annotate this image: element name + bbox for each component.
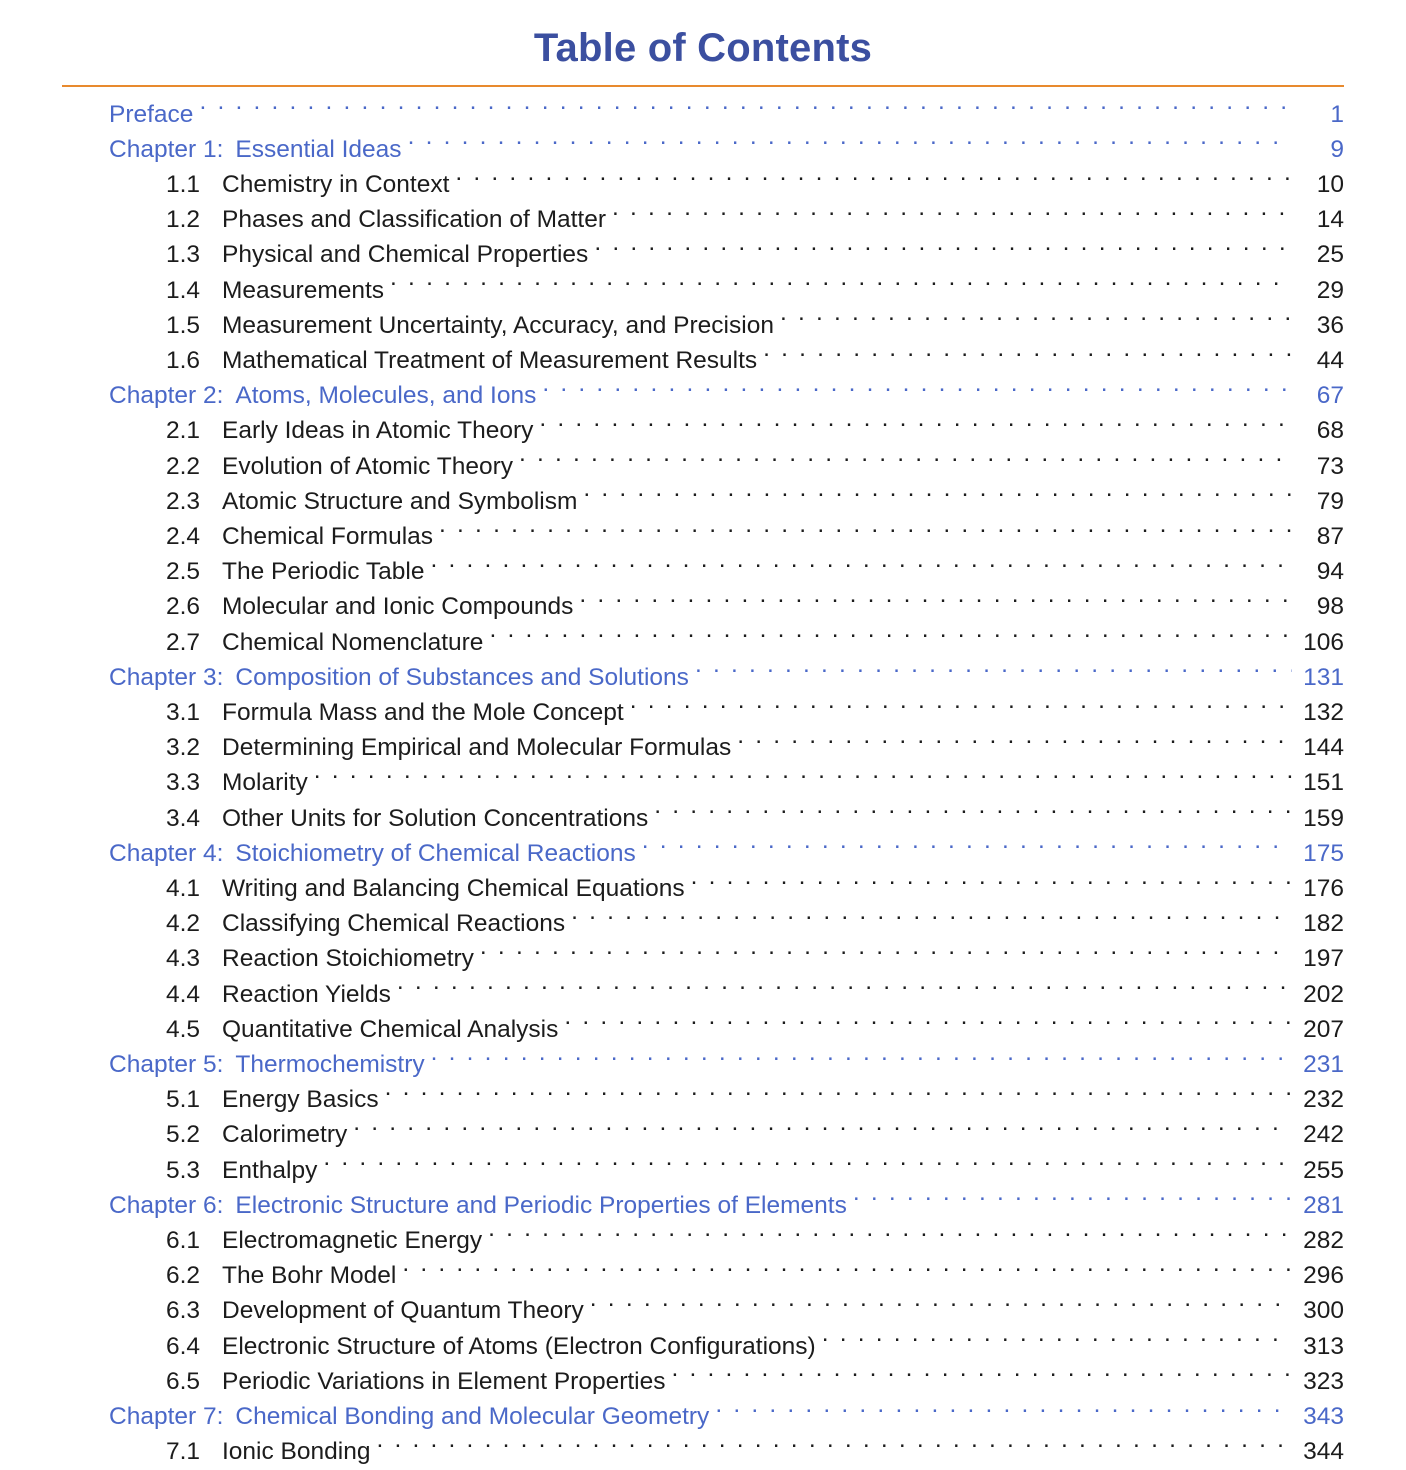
toc-entry-number: Chapter 3: — [109, 663, 224, 691]
toc-entry-label: Chemical Nomenclature — [222, 628, 484, 656]
toc-entry-page-number: 10 — [1316, 170, 1344, 198]
toc-section-entry[interactable] — [46, 766, 1344, 801]
toc-entry-page-number: 68 — [1316, 417, 1344, 445]
toc-entry-page-number: 176 — [1303, 874, 1344, 902]
toc-entry-page-number: 151 — [1303, 769, 1344, 797]
toc-leader-dots — [519, 449, 1292, 474]
toc-entry-number: 1.1 — [166, 170, 201, 198]
title-divider — [62, 85, 1344, 87]
toc-entry-number: 1.5 — [166, 311, 201, 339]
toc-entry-label: Electronic Structure of Atoms (Electron Configurations) — [222, 1332, 816, 1360]
toc-section-entry[interactable] — [46, 343, 1344, 378]
toc-chapter-entry[interactable] — [46, 97, 1344, 132]
toc-leader-dots — [695, 660, 1292, 685]
toc-leader-dots — [480, 942, 1292, 967]
toc-entry-number: 1.3 — [166, 241, 201, 269]
toc-leader-dots — [439, 519, 1292, 544]
toc-section-entry[interactable] — [46, 1435, 1344, 1470]
toc-entry-number: 1.4 — [166, 276, 201, 304]
toc-leader-dots — [376, 1435, 1292, 1460]
toc-section-entry[interactable] — [46, 238, 1344, 273]
toc-page — [0, 26, 1406, 1466]
toc-entry-label: Ionic Bonding — [222, 1438, 371, 1466]
toc-entry-number: 6.4 — [166, 1332, 201, 1360]
toc-entry-page-number: 79 — [1316, 487, 1344, 515]
toc-entry-page-number: 87 — [1316, 522, 1344, 550]
toc-entry-number: Chapter 2: — [109, 382, 224, 410]
toc-section-entry[interactable] — [46, 449, 1344, 484]
toc-entry-label: Measurement Uncertainty, Accuracy, and Precision — [222, 311, 774, 339]
toc-chapter-entry[interactable] — [46, 660, 1344, 695]
toc-leader-dots — [583, 484, 1292, 509]
toc-entry-label: Molarity — [222, 769, 308, 797]
toc-entry-page-number: 36 — [1316, 311, 1344, 339]
toc-leader-dots — [314, 766, 1292, 791]
toc-entry-page-number: 323 — [1303, 1367, 1344, 1395]
toc-leader-dots — [715, 1400, 1292, 1425]
toc-entry-label: Evolution of Atomic Theory — [222, 452, 513, 480]
toc-section-entry[interactable] — [46, 907, 1344, 942]
toc-entry-page-number: 1 — [1330, 100, 1344, 128]
toc-section-entry[interactable] — [46, 1012, 1344, 1047]
toc-section-entry[interactable] — [46, 695, 1344, 730]
toc-leader-dots — [539, 414, 1292, 439]
toc-entry-label: Atoms, Molecules, and Ions — [235, 382, 537, 410]
toc-leader-dots — [579, 590, 1292, 615]
toc-entry-label: Essential Ideas — [235, 135, 402, 163]
toc-entry-page-number: 231 — [1303, 1050, 1344, 1078]
toc-leader-dots — [853, 1188, 1292, 1213]
toc-section-entry[interactable] — [46, 308, 1344, 343]
toc-section-entry[interactable] — [46, 519, 1344, 554]
toc-leader-dots — [353, 1118, 1292, 1143]
toc-entry-page-number: 29 — [1316, 276, 1344, 304]
toc-entry-page-number: 313 — [1303, 1332, 1344, 1360]
toc-entry-label: Early Ideas in Atomic Theory — [222, 417, 534, 445]
toc-entry-number: 2.1 — [166, 417, 201, 445]
toc-entry-label: Chemical Formulas — [222, 522, 434, 550]
toc-entry-page-number: 9 — [1330, 135, 1344, 163]
toc-section-entry[interactable] — [46, 871, 1344, 906]
toc-entry-page-number: 159 — [1303, 804, 1344, 832]
toc-leader-dots — [780, 308, 1292, 333]
toc-leader-dots — [402, 1259, 1292, 1284]
toc-entry-label: Enthalpy — [222, 1156, 318, 1184]
toc-entry-number: 6.1 — [166, 1227, 201, 1254]
toc-entry-number: 5.2 — [166, 1121, 201, 1149]
toc-entry-number: 2.3 — [166, 487, 201, 515]
toc-entry-label: Periodic Variations in Element Properties — [222, 1367, 666, 1395]
toc-entry-label: Thermochemistry — [235, 1050, 425, 1078]
toc-entry-label: The Periodic Table — [222, 558, 425, 586]
toc-leader-dots — [199, 97, 1292, 122]
toc-entry-page-number: 44 — [1316, 346, 1344, 374]
toc-entry-page-number: 197 — [1303, 945, 1344, 973]
toc-entry-label: Energy Basics — [222, 1086, 379, 1114]
toc-leader-dots — [542, 379, 1292, 404]
toc-section-entry[interactable] — [46, 1364, 1344, 1399]
toc-entry-number: 3.4 — [166, 804, 201, 832]
toc-leader-dots — [763, 343, 1292, 368]
toc-entry-label: Classifying Chemical Reactions — [222, 910, 566, 938]
page-title: Table of Contents — [533, 26, 873, 70]
toc-leader-dots — [571, 907, 1292, 932]
toc-entry-label: Electronic Structure and Periodic Properties of Elements — [235, 1191, 847, 1219]
toc-section-entry[interactable] — [46, 1259, 1344, 1294]
toc-entry-label: Development of Quantum Theory — [222, 1297, 584, 1325]
toc-entry-page-number: 73 — [1316, 452, 1344, 480]
toc-entry-number: Chapter 6: — [109, 1191, 224, 1219]
toc-leader-dots — [642, 836, 1292, 861]
toc-entry-page-number: 144 — [1303, 734, 1344, 762]
toc-entry-page-number: 296 — [1303, 1262, 1344, 1290]
toc-entry-page-number: 67 — [1316, 382, 1344, 410]
toc-entry-number: Chapter 1: — [109, 135, 224, 163]
toc-entry-page-number: 132 — [1303, 698, 1344, 726]
toc-entry-label: Formula Mass and the Mole Concept — [222, 698, 624, 726]
toc-entry-page-number: 344 — [1303, 1438, 1344, 1466]
toc-leader-dots — [671, 1364, 1292, 1389]
toc-leader-dots — [594, 238, 1292, 263]
toc-entry-label: Composition of Substances and Solutions — [235, 663, 689, 691]
toc-entry-label: Measurements — [222, 276, 385, 304]
toc-leader-dots — [397, 977, 1292, 1002]
toc-entry-number: Chapter 5: — [109, 1050, 224, 1078]
toc-leader-dots — [408, 132, 1292, 157]
toc-leader-dots — [385, 1083, 1292, 1108]
toc-entry-label: Other Units for Solution Concentrations — [222, 804, 649, 832]
toc-leader-dots — [323, 1153, 1292, 1178]
toc-entry-page-number: 25 — [1316, 241, 1344, 269]
toc-entry-number: 4.4 — [166, 980, 201, 1008]
toc-entry-number: 3.3 — [166, 769, 201, 797]
toc-section-entry[interactable] — [46, 942, 1344, 977]
toc-entry-number: 7.1 — [166, 1438, 201, 1466]
toc-entry-number: 2.7 — [166, 628, 201, 656]
toc-entry-page-number: 202 — [1303, 980, 1344, 1008]
toc-entry-number: 4.5 — [166, 1015, 201, 1043]
toc-leader-dots — [590, 1294, 1292, 1319]
toc-entry-page-number: 98 — [1316, 593, 1344, 621]
toc-entry-label: Reaction Stoichiometry — [222, 945, 474, 973]
toc-entry-number: 5.1 — [166, 1086, 201, 1114]
toc-section-entry[interactable] — [46, 977, 1344, 1012]
toc-chapter-entry[interactable] — [46, 379, 1344, 414]
toc-leader-dots — [630, 695, 1292, 720]
toc-section-entry[interactable] — [46, 203, 1344, 238]
toc-entry-label: The Bohr Model — [222, 1262, 397, 1290]
toc-section-entry[interactable] — [46, 590, 1344, 625]
toc-entry-number: 3.1 — [166, 698, 201, 726]
toc-section-entry[interactable] — [46, 1083, 1344, 1118]
toc-leader-dots — [455, 167, 1292, 192]
toc-section-entry[interactable] — [46, 731, 1344, 766]
toc-entry-number: 4.3 — [166, 945, 201, 973]
toc-entry-label: Molecular and Ionic Compounds — [222, 593, 574, 621]
toc-entry-page-number: 281 — [1303, 1191, 1344, 1219]
toc-entry-number: 1.2 — [166, 206, 201, 234]
toc-section-entry[interactable] — [46, 1224, 1344, 1259]
toc-entry-page-number: 255 — [1303, 1156, 1344, 1184]
toc-entry-label: Chemical Bonding and Molecular Geometry — [235, 1403, 710, 1431]
toc-leader-dots — [612, 203, 1292, 228]
toc-section-entry[interactable] — [46, 1294, 1344, 1329]
toc-entry-number: 4.1 — [166, 874, 201, 902]
toc-chapter-entry[interactable] — [46, 1047, 1344, 1082]
toc-leader-dots — [488, 1224, 1292, 1249]
toc-entry-number: 5.3 — [166, 1156, 201, 1184]
toc-chapter-entry[interactable] — [46, 836, 1344, 871]
toc-entry-label: Physical and Chemical Properties — [222, 241, 589, 269]
toc-entry-label: Calorimetry — [222, 1121, 348, 1149]
toc-entry-label: Quantitative Chemical Analysis — [222, 1015, 559, 1043]
toc-entry-page-number: 14 — [1316, 206, 1344, 234]
toc-section-entry[interactable] — [46, 1153, 1344, 1188]
toc-leader-dots — [822, 1329, 1292, 1354]
toc-section-entry[interactable] — [46, 801, 1344, 836]
toc-entry-number: 2.5 — [166, 558, 201, 586]
toc-section-entry[interactable] — [46, 555, 1344, 590]
toc-entry-label: Phases and Classification of Matter — [222, 206, 607, 234]
toc-entry-page-number: 232 — [1303, 1086, 1344, 1114]
toc-entry-label: Preface — [109, 100, 194, 128]
toc-entry-list — [46, 97, 1344, 1470]
toc-entry-label: Reaction Yields — [222, 980, 391, 1008]
toc-entry-number: 2.6 — [166, 593, 201, 621]
toc-section-entry[interactable] — [46, 273, 1344, 308]
toc-leader-dots — [654, 801, 1292, 826]
toc-entry-page-number: 300 — [1303, 1297, 1344, 1325]
toc-entry-label: Chemistry in Context — [222, 170, 450, 198]
toc-entry-page-number: 182 — [1303, 910, 1344, 938]
toc-chapter-entry[interactable] — [46, 1188, 1344, 1223]
toc-entry-page-number: 175 — [1303, 839, 1344, 867]
toc-entry-page-number: 106 — [1303, 628, 1344, 656]
toc-entry-number: Chapter 7: — [109, 1403, 224, 1431]
toc-entry-label: Mathematical Treatment of Measurement Results — [222, 346, 758, 374]
toc-entry-number: 1.6 — [166, 346, 201, 374]
toc-entry-label: Writing and Balancing Chemical Equations — [222, 874, 685, 902]
toc-entry-number: 6.5 — [166, 1367, 201, 1395]
toc-entry-number: 3.2 — [166, 734, 201, 762]
toc-entry-page-number: 242 — [1303, 1121, 1344, 1149]
toc-leader-dots — [431, 1047, 1292, 1072]
toc-entry-page-number: 343 — [1303, 1403, 1344, 1431]
toc-leader-dots — [691, 871, 1292, 896]
toc-entry-page-number: 207 — [1303, 1015, 1344, 1043]
toc-section-entry[interactable] — [46, 414, 1344, 449]
toc-entry-label: Stoichiometry of Chemical Reactions — [235, 839, 636, 867]
toc-chapter-entry[interactable] — [46, 132, 1344, 167]
toc-entry-page-number: 94 — [1316, 558, 1344, 586]
toc-section-entry[interactable] — [46, 484, 1344, 519]
toc-entry-label: Atomic Structure and Symbolism — [222, 487, 578, 515]
toc-leader-dots — [737, 731, 1292, 756]
toc-chapter-entry[interactable] — [46, 1400, 1344, 1435]
toc-section-entry[interactable] — [46, 1118, 1344, 1153]
toc-entry-page-number: 282 — [1303, 1227, 1344, 1254]
toc-entry-label: Electromagnetic Energy — [222, 1227, 483, 1254]
toc-leader-dots — [390, 273, 1292, 298]
toc-entry-number: 6.3 — [166, 1297, 201, 1325]
toc-leader-dots — [564, 1012, 1292, 1037]
toc-entry-number: Chapter 4: — [109, 839, 224, 867]
toc-leader-dots — [489, 625, 1292, 650]
toc-section-entry[interactable] — [46, 1329, 1344, 1364]
toc-entry-number: 6.2 — [166, 1262, 201, 1290]
toc-entry-page-number: 131 — [1303, 663, 1344, 691]
toc-section-entry[interactable] — [46, 167, 1344, 202]
toc-entry-number: 4.2 — [166, 910, 201, 938]
toc-section-entry[interactable] — [46, 625, 1344, 660]
toc-entry-number: 2.2 — [166, 452, 201, 480]
toc-entry-number: 2.4 — [166, 522, 201, 550]
toc-entry-label: Determining Empirical and Molecular Formulas — [222, 734, 732, 762]
toc-leader-dots — [430, 555, 1292, 580]
